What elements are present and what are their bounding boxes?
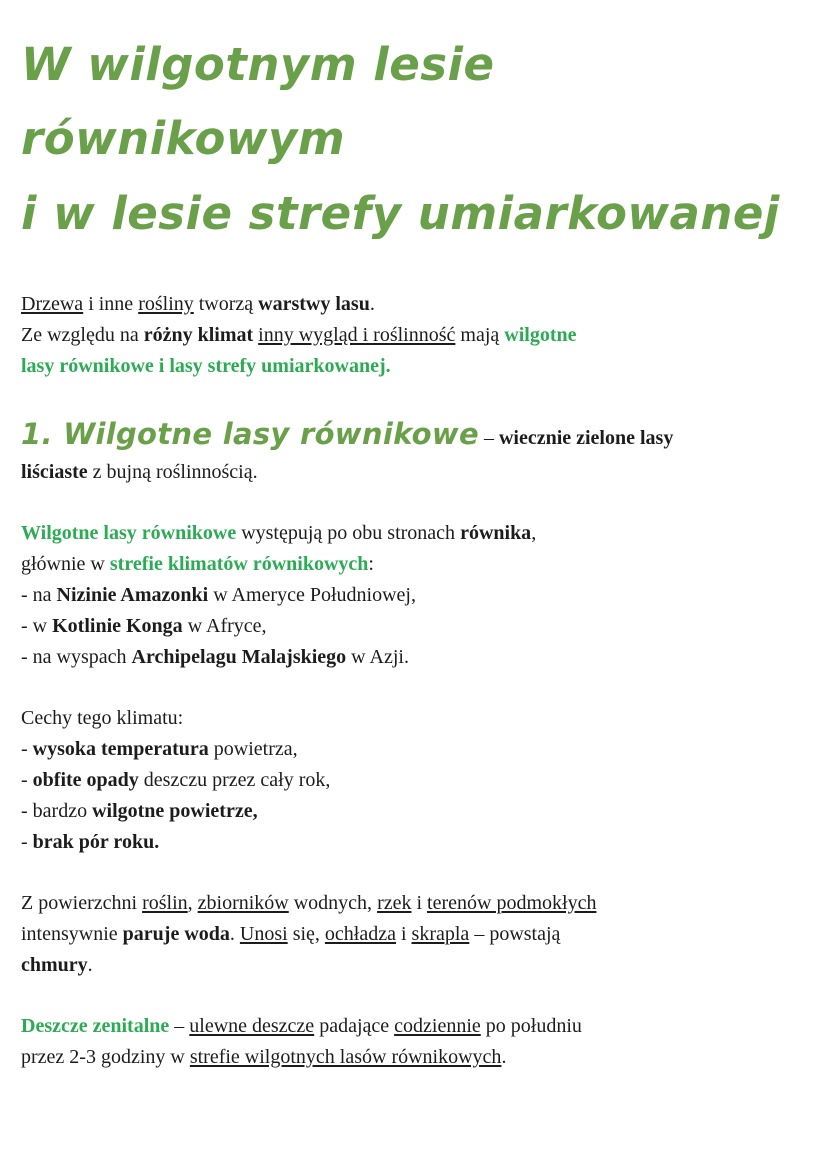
text-run: –: [478, 426, 499, 449]
text-run: równika: [460, 521, 532, 544]
text-run: i: [395, 922, 412, 945]
text-run: paruje woda: [122, 922, 230, 945]
text-run: rzek: [377, 891, 412, 914]
text-run: Nizinie Amazonki: [56, 583, 209, 606]
text-run: padające: [314, 1014, 395, 1037]
text-run: strefie klimatów równikowych: [109, 552, 369, 575]
water-cycle-paragraph: [21, 888, 804, 981]
text-run: codziennie: [394, 1014, 481, 1037]
text-run: ochładza: [324, 922, 396, 945]
text-run: obfite opady: [32, 768, 139, 791]
text-run: chmury: [21, 953, 88, 976]
zenithal-rains-paragraph: [21, 1011, 804, 1073]
text-run: zbiorników: [197, 891, 289, 914]
text-run: w Azji.: [346, 645, 409, 668]
text-run: .: [369, 292, 375, 315]
title-line-2: i w lesie strefy umiarkowanej: [21, 186, 780, 240]
text-run: w Afryce,: [182, 614, 267, 637]
text-run: terenów podmokłych: [427, 891, 597, 914]
text-run: tworzą: [193, 292, 259, 315]
text-run: i inne: [83, 292, 139, 315]
text-run: intensywnie: [21, 922, 123, 945]
text-run: warstwy lasu: [258, 292, 370, 315]
text-run: przez 2-3 godziny w: [21, 1045, 190, 1068]
text-run: mają: [455, 323, 505, 346]
text-run: - na: [21, 583, 57, 606]
text-run: Ze względu na: [21, 323, 144, 346]
text-run: - bardzo: [21, 799, 93, 822]
text-run: roślin: [142, 891, 188, 914]
text-run: wodnych,: [288, 891, 378, 914]
text-run: -: [21, 737, 33, 760]
text-run: - w: [21, 614, 53, 637]
title-line-1: W wilgotnym lesie równikowym: [21, 38, 495, 166]
text-run: głównie w: [21, 552, 110, 575]
document-title: [21, 28, 804, 251]
text-run: lasy równikowe i lasy strefy umiarkowanej.: [21, 354, 391, 377]
text-run: ulewne deszcze: [189, 1014, 315, 1037]
text-run: liściaste: [21, 460, 88, 483]
text-run: Drzewa: [21, 292, 84, 315]
text-run: wilgotne powietrze,: [92, 799, 258, 822]
text-run: wiecznie zielone lasy: [498, 426, 674, 449]
text-run: Cechy tego klimatu:: [21, 706, 184, 729]
text-run: po południu: [480, 1014, 582, 1037]
section-1-heading: [21, 412, 804, 488]
text-run: Archipelagu Malajskiego: [131, 645, 347, 668]
text-run: Unosi: [239, 922, 288, 945]
text-run: rośliny: [138, 292, 194, 315]
text-run: się,: [287, 922, 325, 945]
section-heading-text: 1. Wilgotne lasy równikowe: [21, 416, 479, 451]
text-run: brak pór roku.: [32, 830, 160, 853]
text-run: inny wygląd i roślinność: [258, 323, 456, 346]
text-run: Kotlinie Konga: [52, 614, 183, 637]
intro-paragraph: [21, 289, 804, 382]
text-run: Z powierzchni: [21, 891, 143, 914]
text-run: różny klimat: [143, 323, 254, 346]
text-run: wysoka temperatura: [32, 737, 209, 760]
equatorial-forests-location-paragraph: [21, 518, 804, 673]
text-run: -: [21, 768, 33, 791]
text-run: występują po obu stronach: [236, 521, 461, 544]
document-body: [21, 289, 804, 1073]
text-run: – powstają: [469, 922, 561, 945]
text-run: .: [501, 1045, 507, 1068]
text-run: .: [87, 953, 93, 976]
text-run: -: [21, 830, 33, 853]
text-run: strefie wilgotnych lasów równikowych: [189, 1045, 502, 1068]
text-run: skrapla: [411, 922, 470, 945]
text-run: - na wyspach: [21, 645, 132, 668]
text-run: Wilgotne lasy równikowe: [21, 521, 237, 544]
text-run: w Ameryce Południowej,: [208, 583, 416, 606]
text-run: .: [229, 922, 240, 945]
text-run: –: [169, 1014, 190, 1037]
text-run: Deszcze zenitalne: [21, 1014, 170, 1037]
text-run: wilgotne: [504, 323, 577, 346]
climate-features-paragraph: [21, 703, 804, 858]
text-run: ,: [531, 521, 537, 544]
text-run: ,: [187, 891, 198, 914]
text-run: :: [368, 552, 374, 575]
text-run: z bujną roślinnością.: [87, 460, 258, 483]
text-run: deszczu przez cały rok,: [138, 768, 331, 791]
text-run: powietrza,: [208, 737, 298, 760]
text-run: i: [411, 891, 428, 914]
